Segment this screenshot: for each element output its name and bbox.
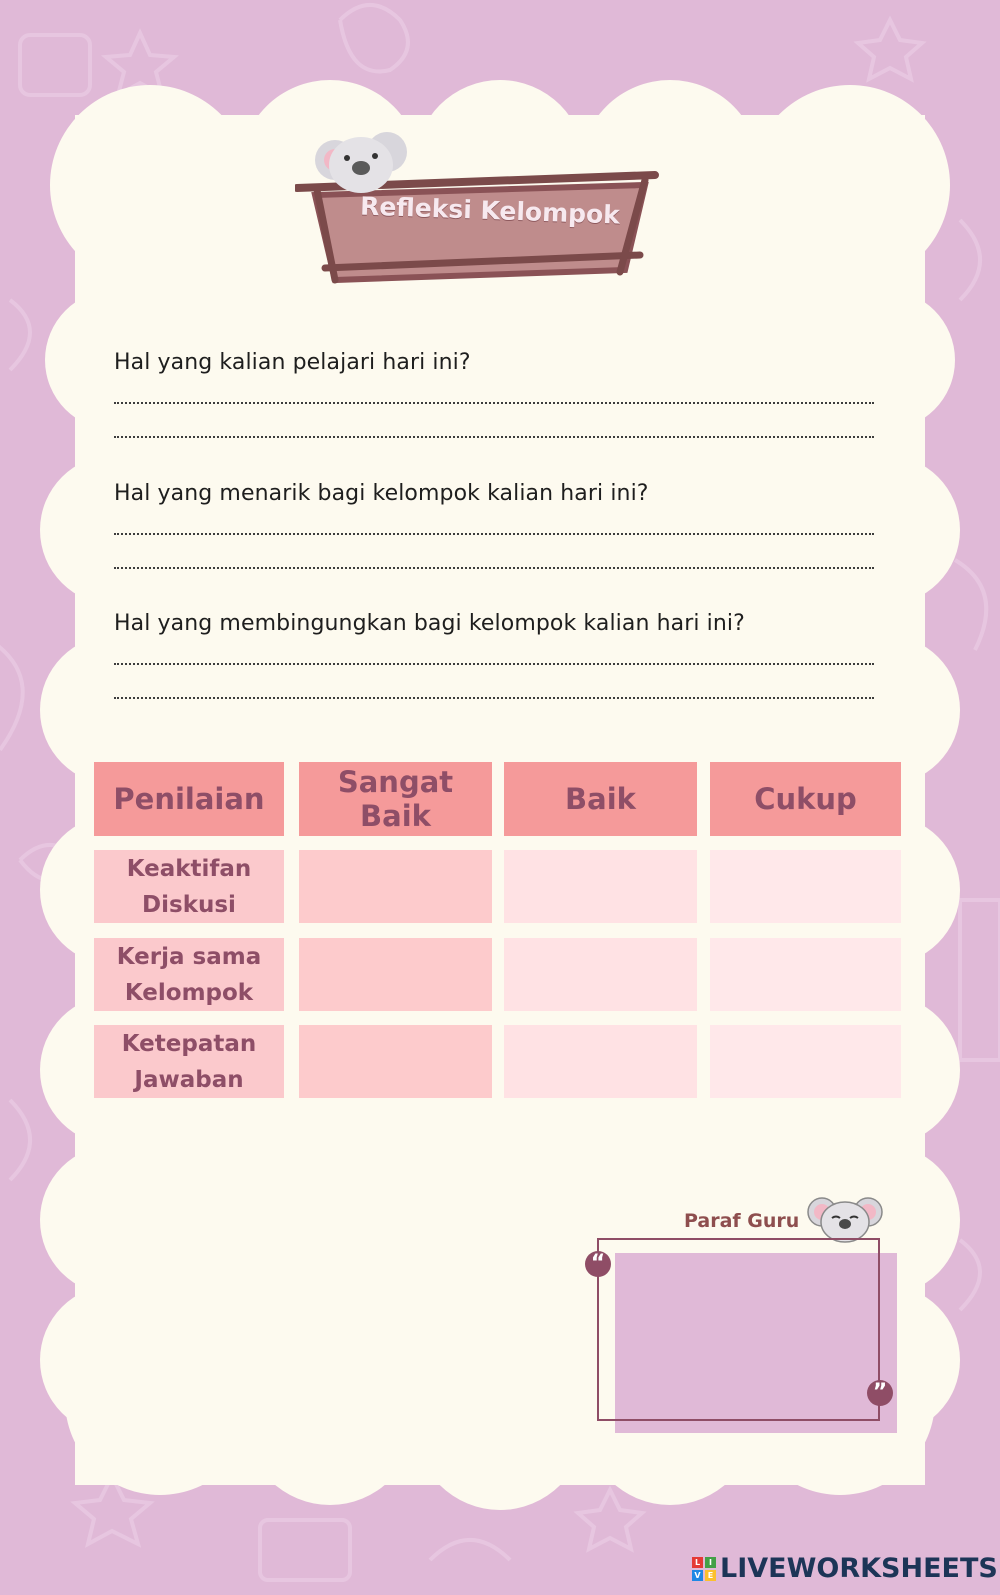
page-title: Refleksi Kelompok <box>359 191 621 230</box>
paraf-guru-frame <box>597 1238 880 1421</box>
answer-line[interactable] <box>114 663 874 665</box>
rating-cell-baik[interactable] <box>504 938 697 1011</box>
rating-cell-sangat-baik[interactable] <box>299 850 492 923</box>
table-header-baik: Baik <box>504 762 697 836</box>
table-header-penilaian: Penilaian <box>94 762 284 836</box>
open-quote-icon: “ <box>585 1251 611 1277</box>
rating-cell-sangat-baik[interactable] <box>299 938 492 1011</box>
answer-line[interactable] <box>114 567 874 569</box>
rating-cell-sangat-baik[interactable] <box>299 1025 492 1098</box>
table-row-label: Keaktifan Diskusi <box>94 850 284 923</box>
table-row-label: Ketepatan Jawaban <box>94 1025 284 1098</box>
rating-cell-cukup[interactable] <box>710 1025 901 1098</box>
close-quote-icon: ” <box>867 1380 893 1406</box>
table-header-cukup: Cukup <box>710 762 901 836</box>
rating-cell-cukup[interactable] <box>710 850 901 923</box>
paraf-guru-label: Paraf Guru <box>684 1210 800 1232</box>
question-3: Hal yang membingungkan bagi kelompok kalian hari ini? <box>114 611 745 636</box>
answer-line[interactable] <box>114 697 874 699</box>
answer-line[interactable] <box>114 436 874 438</box>
logo-blocks: L I V E <box>692 1557 716 1581</box>
question-1: Hal yang kalian pelajari hari ini? <box>114 350 471 375</box>
rating-cell-cukup[interactable] <box>710 938 901 1011</box>
table-header-sangat-baik: Sangat Baik <box>299 762 492 836</box>
table-row-label: Kerja sama Kelompok <box>94 938 284 1011</box>
answer-line[interactable] <box>114 533 874 535</box>
liveworksheets-logo[interactable] <box>692 1553 998 1584</box>
logo-text: LIVEWORKSHEETS <box>720 1553 998 1584</box>
answer-line[interactable] <box>114 402 874 404</box>
rating-cell-baik[interactable] <box>504 1025 697 1098</box>
rating-cell-baik[interactable] <box>504 850 697 923</box>
question-2: Hal yang menarik bagi kelompok kalian hari ini? <box>114 481 649 506</box>
